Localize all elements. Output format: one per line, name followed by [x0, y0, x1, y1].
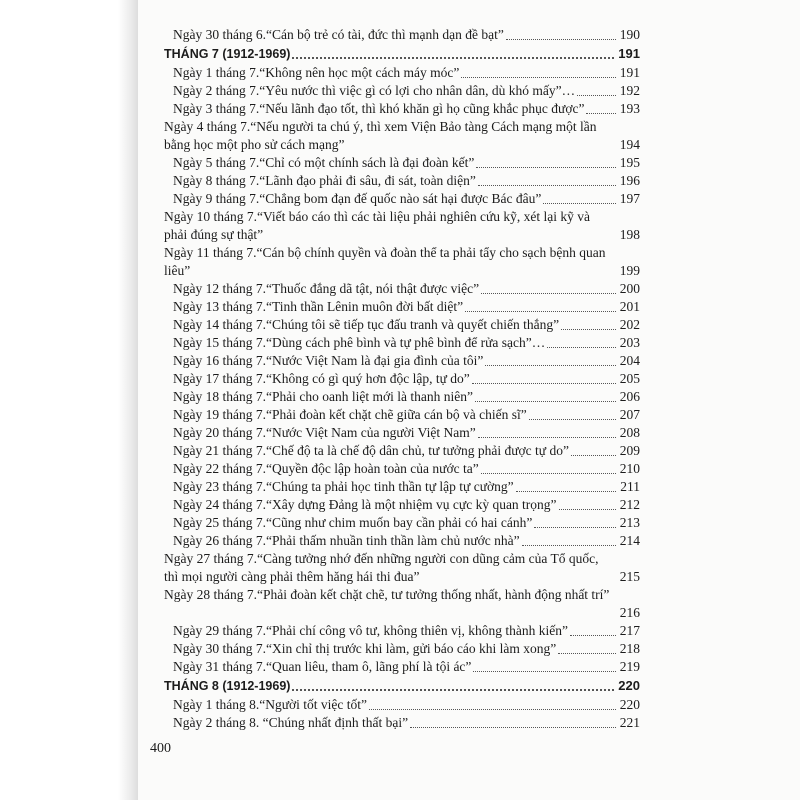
- entry-title: Ngày 1 tháng 7.“Không nên học một cách máy móc”: [173, 65, 460, 80]
- entry-title: Ngày 20 tháng 7.“Nước Việt Nam của người Việt Nam”: [173, 425, 476, 440]
- dot-leader: [516, 490, 617, 492]
- dot-leader: [475, 400, 616, 402]
- entry-title: Ngày 13 tháng 7.“Tinh thần Lênin muôn đời bất diệt”: [173, 299, 464, 314]
- entry-title: Ngày 28 tháng 7.“Phải đoàn kết chặt chẽ, tư tưởng thống nhất, hành động nhất trí”: [164, 587, 610, 602]
- dot-leader: [571, 454, 616, 456]
- toc-entry: [164, 244, 640, 280]
- entry-title: Ngày 9 tháng 7.“Chẳng bom đạn đế quốc nào sát hại được Bác đâu”: [173, 191, 542, 206]
- dot-leader: [292, 688, 614, 691]
- entry-page-number: 191: [616, 44, 640, 64]
- entry-page-number: 205: [619, 371, 640, 386]
- toc-entry: [164, 550, 640, 586]
- entry-page-number: 208: [619, 425, 640, 440]
- toc-entry: [164, 208, 640, 244]
- toc-entry: [164, 118, 640, 154]
- entry-page-number: 193: [619, 101, 640, 116]
- toc-entry: [164, 172, 640, 190]
- entry-page-number: 220: [616, 676, 640, 696]
- entry-title: Ngày 19 tháng 7.“Phải đoàn kết chặt chẽ giữa cán bộ và chiến sĩ”: [173, 407, 527, 422]
- toc-entry: [164, 190, 640, 208]
- toc-section-heading: [164, 44, 640, 64]
- dot-leader: [292, 56, 614, 59]
- entry-page-number: 204: [619, 353, 640, 368]
- toc-entry: [164, 82, 640, 100]
- dot-leader: [478, 436, 616, 438]
- toc-entry: [164, 370, 640, 388]
- entry-page-number: 196: [619, 173, 640, 188]
- entry-page-number: 190: [619, 27, 640, 42]
- entry-title: Ngày 11 tháng 7.“Cán bộ chính quyền và đoàn thể ta phải tẩy cho sạch bệnh quan liêu”: [164, 245, 606, 278]
- dot-leader: [476, 166, 615, 168]
- entry-page-number: 211: [620, 479, 640, 494]
- section-title: THÁNG 8 (1912-1969): [164, 679, 291, 693]
- page-number-footer: 400: [150, 741, 171, 756]
- toc-entry: [164, 26, 640, 44]
- dot-leader: [472, 382, 616, 384]
- entry-title: Ngày 25 tháng 7.“Cũng như chim muốn bay cần phải có hai cánh”: [173, 515, 533, 530]
- entry-page-number: 209: [619, 443, 640, 458]
- entry-title: Ngày 30 tháng 6.“Cán bộ trẻ có tài, đức thì mạnh dạn đề bạt”: [173, 27, 504, 42]
- entry-page-number: 197: [619, 191, 640, 206]
- entry-title: Ngày 3 tháng 7.“Nếu lãnh đạo tốt, thì khó khăn gì họ cũng khắc phục được”: [173, 101, 585, 116]
- entry-title: Ngày 5 tháng 7.“Chỉ có một chính sách là đại đoàn kết”: [173, 155, 475, 170]
- toc-entry: [164, 586, 640, 622]
- entry-page-number: 219: [619, 659, 640, 674]
- toc-entry: [164, 514, 640, 532]
- dot-leader: [478, 184, 616, 186]
- entry-page-number: 192: [619, 83, 640, 98]
- entry-title: Ngày 21 tháng 7.“Chế độ ta là chế độ dân chủ, tư tưởng phải được tự do”: [173, 443, 569, 458]
- dot-leader: [561, 328, 616, 330]
- table-of-contents: [164, 26, 640, 732]
- toc-entry: [164, 388, 640, 406]
- entry-page-number: 207: [619, 407, 640, 422]
- dot-leader: [559, 508, 616, 510]
- entry-title: Ngày 31 tháng 7.“Quan liêu, tham ô, lãng phí là tội ác”: [173, 659, 472, 674]
- toc-entry: [164, 298, 640, 316]
- dot-leader: [410, 726, 616, 728]
- entry-title: Ngày 29 tháng 7.“Phải chí công vô tư, không thiên vị, không thành kiến”: [173, 623, 569, 638]
- toc-section-heading: [164, 676, 640, 696]
- entry-title: Ngày 15 tháng 7.“Dùng cách phê bình và tự phê bình để rửa sạch”…: [173, 335, 546, 350]
- dot-leader: [506, 38, 616, 40]
- entry-page-number: 198: [619, 227, 640, 242]
- entry-page-number: 199: [619, 263, 640, 278]
- toc-entry: [164, 334, 640, 352]
- entry-title: Ngày 16 tháng 7.“Nước Việt Nam là đại gia đình của tôi”: [173, 353, 484, 368]
- entry-title: Ngày 18 tháng 7.“Phải cho oanh liệt mới là thanh niên”: [173, 389, 473, 404]
- entry-page-number: 201: [619, 299, 640, 314]
- toc-entry: [164, 424, 640, 442]
- entry-title: Ngày 10 tháng 7.“Viết báo cáo thì các tài liệu phải nghiên cứu kỹ, xét lại kỹ và phải đúng sự thật”: [164, 209, 590, 242]
- entry-page-number: 195: [619, 155, 640, 170]
- toc-entry: [164, 316, 640, 334]
- entry-title: Ngày 24 tháng 7.“Xây dựng Đảng là một nhiệm vụ cực kỳ quan trọng”: [173, 497, 557, 512]
- toc-entry: [164, 658, 640, 676]
- dot-leader: [529, 418, 616, 420]
- dot-leader: [465, 310, 616, 312]
- entry-page-number: 218: [619, 641, 640, 656]
- entry-title: Ngày 27 tháng 7.“Càng tưởng nhớ đến những người con dũng cảm của Tổ quốc, thì mọi người càng phải thêm hăng hái thi đua”: [164, 551, 599, 584]
- toc-entry: [164, 496, 640, 514]
- dot-leader: [534, 526, 615, 528]
- toc-entry: [164, 280, 640, 298]
- dot-leader: [558, 652, 616, 654]
- toc-entry: [164, 154, 640, 172]
- entry-page-number: 213: [619, 515, 640, 530]
- entry-title: Ngày 8 tháng 7.“Lãnh đạo phải đi sâu, đi sát, toàn diện”: [173, 173, 476, 188]
- toc-entry: [164, 442, 640, 460]
- dot-leader: [547, 346, 615, 348]
- toc-entry: [164, 696, 640, 714]
- entry-page-number: 203: [619, 335, 640, 350]
- entry-title: Ngày 23 tháng 7.“Chúng ta phải học tinh thần tự lập tự cường”: [173, 479, 514, 494]
- dot-leader: [461, 76, 615, 78]
- entry-title: Ngày 2 tháng 7.“Yêu nước thì việc gì có lợi cho nhân dân, dù khó mấy”…: [173, 83, 576, 98]
- entry-title: Ngày 26 tháng 7.“Phải thấm nhuần tinh thần làm chủ nước nhà”: [173, 533, 520, 548]
- entry-page-number: 217: [619, 623, 640, 638]
- toc-entry: [164, 352, 640, 370]
- dot-leader: [481, 292, 616, 294]
- entry-title: Ngày 12 tháng 7.“Thuốc đắng dã tật, nói thật được việc”: [173, 281, 480, 296]
- entry-page-number: 215: [619, 569, 640, 584]
- dot-leader: [485, 364, 615, 366]
- entry-page-number: 194: [619, 137, 640, 152]
- entry-page-number: 216: [619, 605, 640, 620]
- toc-entry: [164, 100, 640, 118]
- entry-title: Ngày 2 tháng 8. “Chúng nhất định thất bại”: [173, 715, 409, 730]
- toc-entry: [164, 622, 640, 640]
- entry-page-number: 202: [619, 317, 640, 332]
- entry-title: Ngày 22 tháng 7.“Quyền độc lập hoàn toàn của nước ta”: [173, 461, 479, 476]
- toc-entry: [164, 714, 640, 732]
- dot-leader: [369, 708, 616, 710]
- entry-page-number: 206: [619, 389, 640, 404]
- dot-leader: [570, 634, 616, 636]
- dot-leader: [522, 544, 616, 546]
- toc-entry: [164, 640, 640, 658]
- entry-page-number: 212: [619, 497, 640, 512]
- toc-entry: [164, 406, 640, 424]
- dot-leader: [543, 202, 615, 204]
- entry-page-number: 221: [619, 715, 640, 730]
- toc-entry: [164, 64, 640, 82]
- entry-title: Ngày 4 tháng 7.“Nếu người ta chú ý, thì xem Viện Bảo tàng Cách mạng một lần bằng học một pho sử cách mạng”: [164, 119, 597, 152]
- entry-page-number: 220: [619, 697, 640, 712]
- entry-page-number: 210: [619, 461, 640, 476]
- entry-title: Ngày 30 tháng 7.“Xin chỉ thị trước khi làm, gửi báo cáo khi làm xong”: [173, 641, 557, 656]
- dot-leader: [577, 94, 616, 96]
- toc-entry: [164, 532, 640, 550]
- entry-page-number: 191: [619, 65, 640, 80]
- entry-title: Ngày 14 tháng 7.“Chúng tôi sẽ tiếp tục đấu tranh và quyết chiến thắng”: [173, 317, 560, 332]
- entry-page-number: 214: [619, 533, 640, 548]
- dot-leader: [586, 112, 615, 114]
- toc-entry: [164, 478, 640, 496]
- entry-title: Ngày 1 tháng 8.“Người tốt việc tốt”: [173, 697, 368, 712]
- dot-leader: [481, 472, 616, 474]
- entry-title: Ngày 17 tháng 7.“Không có gì quý hơn độc lập, tự do”: [173, 371, 470, 386]
- dot-leader: [473, 670, 615, 672]
- section-title: THÁNG 7 (1912-1969): [164, 47, 291, 61]
- entry-page-number: 200: [619, 281, 640, 296]
- toc-entry: [164, 460, 640, 478]
